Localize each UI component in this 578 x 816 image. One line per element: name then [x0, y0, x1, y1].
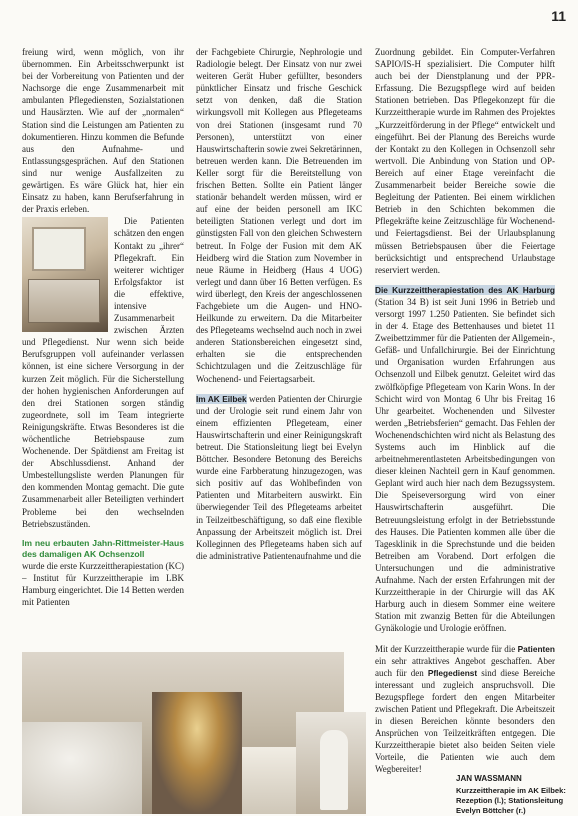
author-name: JAN WASSMANN: [456, 774, 522, 783]
photo-caption: Kurzzeittherapie im AK Eilbek: Rezeption (l.); Stationsleitung Evelyn Böttcher (r.): [456, 786, 566, 815]
harburg-text: (Station 34 B) ist seit Juni 1996 in Betrieb und versorgt 1997 1.250 Patienten. Sie befindet sich in der 4. Etage des Bettenhauses und bietet 11 Zweibettzimmer für die Patienten der Allgemein-, Gefäß- und Unfallchirurgie. Bei der Einrichtung und Organisation wurden Erfahrungen aus Ochsenzoll und Eilbek genutzt. Geleitet wird das zwölfköpfige Pflegeteam von Karin Wons. In der Schicht wird von Montag 6 Uhr bis Freitag 16 Uhr gearbeitet. Wochenenden und Silvester werden „Betriebsferien“ gemacht. Das Fehlen der Wochenendschichten wird nicht als Belastung des Systems auch im Hinblick auf die arbeitnehmerentlasteten Arbeitsbedingungen von dieser kleinen Nachteil gern in Kauf genommen. Geplant wird auch hier nach dem Bezugssystem. Die Speiseversorgung wird von einer Hauswirtschafterin ausgeführt. Die Betreuungsleistung erfolgt in der Betriebsstunde des Hauses. Die Patienten kommen alle über die Tagesklinik in die Sprechstunde und die beiden Betreiben am Vorabend. Dort erfolgen die Untersuchungen und die administrative Aufnahme. Nach der ersten Erfahrungen mit der Kurzzeittherapie in der Chirurgie will das AK Harburg auch in diesem Sommer eine weitere Station mit zwanzig Betten für die Abteilungen Gynäkologie und Urologie eröffnen.: [375, 296, 555, 634]
col3-paragraph-2: [375, 284, 555, 635]
page-number: 11: [551, 8, 566, 24]
col1-paragraph-2: Die Patienten schätzen den engen Kontakt zu „ihrer“ Pflegekraft. Ein weiterer wichtiger Erfolgsfaktor ist die effektive, intensive Zusammenarbeit zwischen Ärzten und Pflegedienst. Nur wenn sich beide Berufsgruppen voll aufeinander verlassen können, ist eine sichere Versorgung in der kurzen Zeit möglich. Für die Sicherstellung der hohen hygienischen Anforderungen auf den drei Stationen sorgen ständig zugeordnete, soll im Team integrierte Reinigungskräfte. Etwas Besonderes ist die wöchentliche Betriebspause zum Wochenende. Der Spätdienst am Freitag ist der Abschlussdienst. Anhand der Umbestellungsliste werden Planungen für den kommenden Montag gemacht. Die gute Zusammenarbeit aller Beteiligten verhindert Probleme bei den wechselnden Betriebszuständen.: [22, 216, 184, 529]
col3-paragraph-1: Zuordnung gebildet. Ein Computer-Verfahren SAPIO/IS-H spezialisiert. Die Computer hilft auch bei der Dienstplanung und der PPR-Erfassung. Die Bezugspflege wird auf beiden Stationen betrieben. Das Pflegekonzept für die Kurzzeittherapie wurde im Rahmen des Projektes „Kurzzeitförderung in der Pflege“ entwickelt und eingeführt. Bei der Planung des Bereichs wurde der Kontakt zu den Kollegen in Ochsenzoll sehr wertvoll. Die Anbindung von Station und OP-Bereich auf einer Etage vereinfacht die Zusammenarbeit beider Bereiche sowie die Begleitung der Patienten. Bei einem wirklichen Betrieb in den Schichten bekommen die Pflegekräfte keine Zeitzuschläge für Wochenend- und Feiertagsdienst. Bei der Urlaubsplanung müssen Betriebspausen über die Feiertage berücksichtigt und entsprechend Urlaubstage reserviert werden.: [375, 47, 555, 275]
harburg-lead: Die Kurzzeittherapiestation des AK Harburg: [375, 284, 555, 295]
photo-station-lead: [296, 712, 366, 814]
col2-paragraph-1: der Fachgebiete Chirurgie, Nephrologie und Radiologie belegt. Der Einsatz von nur zwei weiteren Gerät Huber gefüllter, besonders pünktlicher Einsatz und frische Geschick setzt von denken, daß die Station wirkungsvoll mit Kollegen aus Pflegeteams von drei Stationen (insgesamt rund 70 Personen), unterstützt von einer Hauswirtschafterin sowie zwei Sekretärinnen, betreuen werden kann. Die Betreuenden im Keller sorgt für die Bereitstellung von frischen Betten. Sollte ein Patient länger stationär behandelt werden müssen, wird er auf eine der beiden personell am IKC beteiligten Stationen verlegt und dort im günstigsten Fall von den gleichen Schwestern betreut. In Folge der Fusion mit dem AK Heidberg wird die Station zum November in neue Räume in Heidberg (Haus 4 UOG) verlegt und dann über 16 Betten verfügen. Es wird überlegt, den Kreis der angeschlossenen Fachgebiete um die Augen- und HNO-Heilkunde zu erweitern. Da die Mitarbeiter des Pflegeteams wechselnd auch noch in zwei anderen Stationsbereichen eingesetzt sind, erhalten sie die entsprechenden Schichtzulagen und die Zeitzuschläge für Wochenend- und Feiertagsarbeit.: [196, 47, 362, 384]
col1-paragraph-1: freiung wird, wenn möglich, von ihr übernommen. Ein Arbeitsschwerpunkt ist bei der Vorbereitung von Patienten und der Nachsorge die enge Zusammenarbeit mit ambulanten Pflegediensten, Sozialstationen und Hausärzten. Wie auf der „normalen“ Station sind die Leistungen am Patienten zu dokumentieren. Hinzu kommen die Befunde aus den Aufnahme- und Entlassungsgesprächen. Auf den Stationen sind nur wenige Ausfallzeiten zu gewärtigen. Es wäre Glück hat, hier ein Einsatz zu haben, kann Berufserfahrung in der Praxis erleben.: [22, 47, 184, 215]
col3-paragraph-3: Mit der Kurzzeittherapie wurde für die Patienten ein sehr attraktives Angebot geschaffen. Aber auch für den Pflegedienst sind diese Bereiche interessant und zugleich anspruchsvoll. Die Bezugspflege fordert den engen Mitarbeiter zwischen Patient und Pflegekraft. Die Arbeitszeit in diesen Bereichen könnte besonders den Ansprüchen von Teilzeitkräften entgegen. Die Kurzzeittherapie bietet also beiden Seiten viele Vorteile, die Patienten wie auch dem Wegbereiter!: [375, 643, 555, 775]
photo-station-room: [22, 217, 108, 332]
eilbek-lead: Im AK Eilbek: [196, 393, 247, 404]
col2-paragraph-2: [196, 393, 362, 562]
eilbek-text: werden Patienten der Chirurgie und der Urologie seit rund einem Jahr von einem effizienten Pflegeteam, einer Hauswirtschafterin und einer Reinigungskraft betreut. Die Stationsleitung liegt bei Evelyn Böttcher. Besondere Betonung des Bereichs wurde eine Farbberatung hinzugezogen, was sich positiv auf das Wohlbefinden von Patienten und Mitarbeitern auswirkt. Ein überwiegender Teil des Pflegeteams arbeitet in Teilzeitbeschäftigung, so daß eine flexible Anpassung der Arbeitszeit möglich ist. Drei Kolleginnen des Pflegeteams haben sich auf die administrative Patientenaufnahme und die: [196, 393, 362, 561]
patienten-emphasis: Patienten: [517, 643, 555, 654]
column-1: [22, 46, 184, 736]
col1-paragraph-3: wurde die erste Kurzzeittherapiestation (KC) – Institut für Kurzzeittherapie im LBK Hamburg eingerichtet. Die 14 Betten werden mit Patienten: [22, 560, 184, 608]
pflegedienst-emphasis: Pflegedienst: [427, 667, 478, 678]
column-3: [375, 46, 555, 796]
section-heading-ochsenzoll: Im neu erbauten Jahn-Rittmeister-Haus des damaligen AK Ochsenzoll: [22, 537, 184, 559]
column-2: [196, 46, 362, 736]
